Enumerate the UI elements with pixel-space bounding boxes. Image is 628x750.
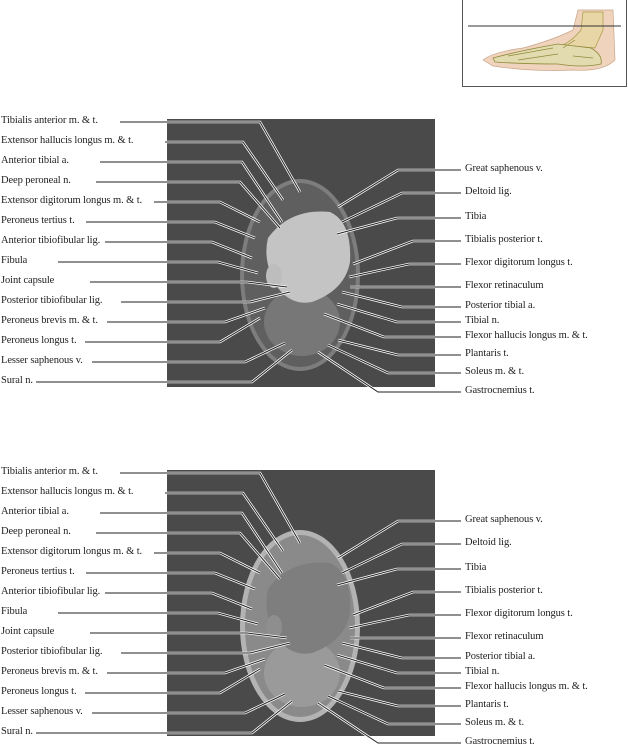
left-label: Extensor digitorum longus m. & t.	[1, 195, 143, 206]
right-label: Tibialis posterior t.	[465, 234, 543, 245]
right-label: Great saphenous v.	[465, 163, 543, 174]
left-label: Anterior tibial a.	[1, 155, 69, 166]
left-label: Lesser saphenous v.	[1, 706, 83, 717]
right-label: Flexor retinaculum	[465, 280, 544, 291]
right-label: Tibial n.	[465, 315, 500, 326]
left-label: Posterior tibiofibular lig.	[1, 646, 103, 657]
left-label: Joint capsule	[1, 626, 55, 637]
left-label: Peroneus longus t.	[1, 686, 77, 697]
left-label: Sural n.	[1, 375, 33, 386]
left-label: Peroneus tertius t.	[1, 566, 75, 577]
left-label: Fibula	[1, 255, 28, 266]
left-label: Posterior tibiofibular lig.	[1, 295, 103, 306]
right-label: Flexor hallucis longus m. & t.	[465, 681, 588, 692]
left-label: Extensor digitorum longus m. & t.	[1, 546, 143, 557]
right-label: Flexor hallucis longus m. & t.	[465, 330, 588, 341]
left-label: Tibialis anterior m. & t.	[1, 466, 98, 477]
right-label: Soleus m. & t.	[465, 366, 524, 377]
left-label: Anterior tibiofibular lig.	[1, 586, 101, 597]
right-label: Great saphenous v.	[465, 514, 543, 525]
right-label: Tibial n.	[465, 666, 500, 677]
right-label: Tibia	[465, 562, 487, 573]
left-label: Extensor hallucis longus m. & t.	[1, 486, 134, 497]
right-label: Deltoid lig.	[465, 186, 512, 197]
left-label: Lesser saphenous v.	[1, 355, 83, 366]
right-label: Gastrocnemius t.	[465, 736, 535, 747]
left-label: Anterior tibiofibular lig.	[1, 235, 101, 246]
right-label: Plantaris t.	[465, 348, 509, 359]
left-label: Peroneus brevis m. & t.	[1, 666, 98, 677]
right-label: Tibia	[465, 211, 487, 222]
right-label: Posterior tibial a.	[465, 300, 536, 311]
right-label: Flexor retinaculum	[465, 631, 544, 642]
right-label: Flexor digitorum longus t.	[465, 608, 573, 619]
left-label: Anterior tibial a.	[1, 506, 69, 517]
mri-panel-bottom	[0, 350, 628, 750]
right-label: Deltoid lig.	[465, 537, 512, 548]
right-label: Plantaris t.	[465, 699, 509, 710]
left-label: Peroneus brevis m. & t.	[1, 315, 98, 326]
left-label: Fibula	[1, 606, 28, 617]
right-label: Gastrocnemius t.	[465, 385, 535, 396]
left-label: Extensor hallucis longus m. & t.	[1, 135, 134, 146]
right-label: Tibialis posterior t.	[465, 585, 543, 596]
right-label: Soleus m. & t.	[465, 717, 524, 728]
left-label: Peroneus longus t.	[1, 335, 77, 346]
right-label: Posterior tibial a.	[465, 651, 536, 662]
left-label: Peroneus tertius t.	[1, 215, 75, 226]
left-label: Tibialis anterior m. & t.	[1, 115, 98, 126]
left-label: Deep peroneal n.	[1, 175, 71, 186]
right-label: Flexor digitorum longus t.	[465, 257, 573, 268]
left-label: Sural n.	[1, 726, 33, 737]
left-label: Joint capsule	[1, 275, 55, 286]
left-label: Deep peroneal n.	[1, 526, 71, 537]
